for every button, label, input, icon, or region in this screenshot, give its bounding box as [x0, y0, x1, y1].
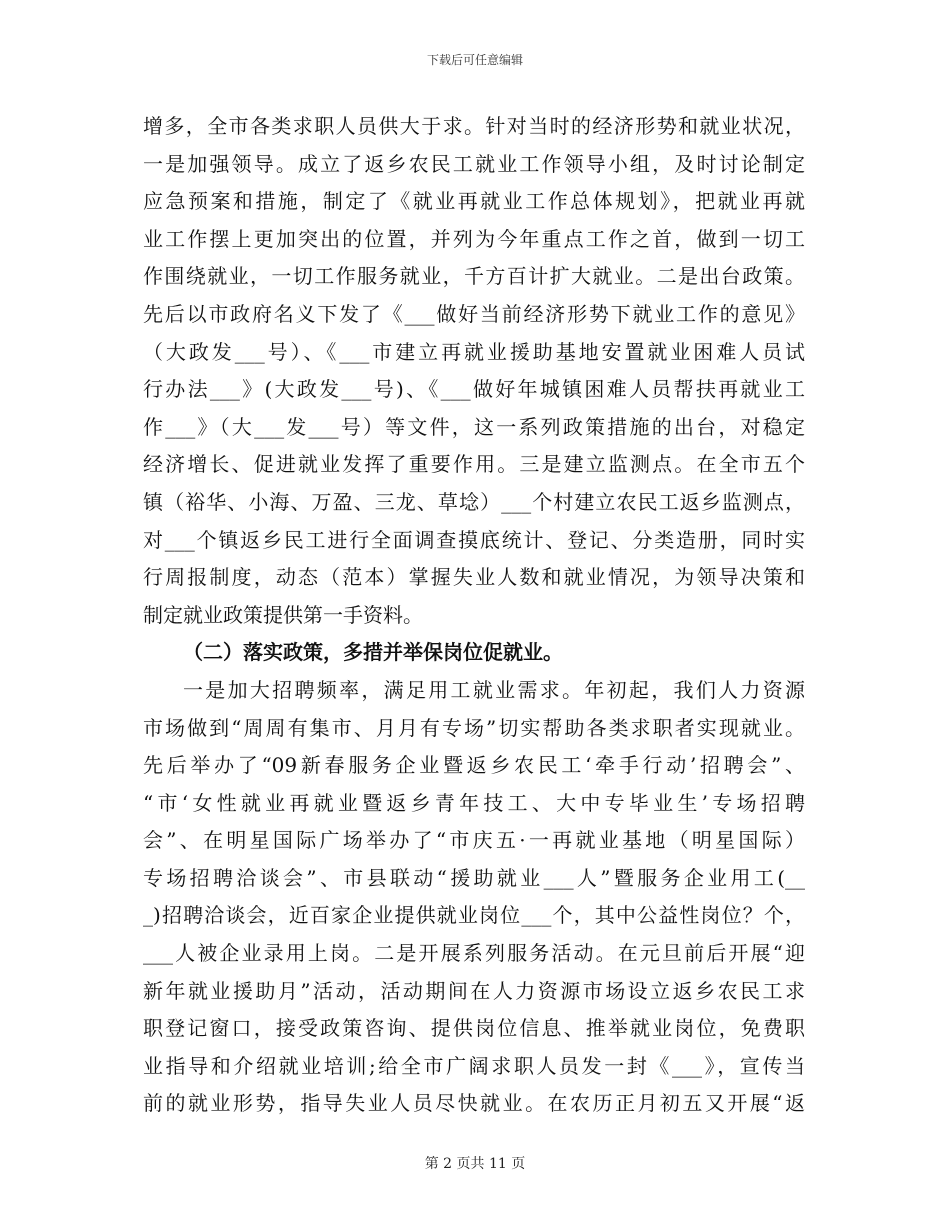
page-footer: 第 2 页共 11 页: [424, 1156, 526, 1172]
text-line: ___人被企业录用上岗。二是开展系列服务活动。在元旦前后开展“迎: [143, 941, 805, 966]
text-line: 前的就业形势，指导失业人员尽快就业。在农历正月初五又开展“返: [143, 1091, 805, 1116]
text-line: 业指导和介绍就业培训;给全市广阔求职人员发一封《___》，宣传当: [143, 1053, 805, 1078]
text-line: 职登记窗口，接受政策咨询、提供岗位信息、推举就业岗位，免费职: [143, 1016, 805, 1041]
text-line: 会”、在明星国际广场举办了“市庆五·一再就业基地（明星国际）: [143, 828, 805, 853]
text-line: 经济增长、促进就业发挥了重要作用。三是建立监测点。在全市五个: [143, 452, 805, 477]
text-line: 制定就业政策提供第一手资料。: [143, 602, 423, 627]
text-line: 镇（裕华、小海、万盈、三龙、草埝）___个村建立农民工返乡监测点，: [143, 489, 805, 514]
text-line: 市场做到“周周有集市、月月有专场”切实帮助各类求职者实现就业。: [143, 715, 805, 740]
section-heading: （二）落实政策，多措并举保岗位促就业。: [183, 640, 563, 665]
text-line: 增多，全市各类求职人员供大于求。针对当时的经济形势和就业状况，: [143, 114, 805, 138]
text-line: 行办法___》(大政发___号)、《___做好年城镇困难人员帮扶再就业工: [143, 377, 805, 402]
text-line: 专场招聘洽谈会”、市县联动“援助就业___人”暨服务企业用工(__: [143, 865, 805, 890]
text-line: 先后举办了“09新春服务企业暨返乡农民工‘牵手行动’招聘会”、: [143, 753, 805, 778]
text-line: 一是加大招聘频率，满足用工就业需求。年初起，我们人力资源: [183, 677, 805, 702]
text-line: 一是加强领导。成立了返乡农民工就业工作领导小组，及时讨论制定: [143, 151, 805, 176]
text-line: 作围绕就业，一切工作服务就业，千方百计扩大就业。二是出台政策。: [143, 264, 805, 289]
text-line: 先后以市政府名义下发了《___做好当前经济形势下就业工作的意见》: [143, 301, 805, 326]
text-line: 新年就业援助月”活动，活动期间在人力资源市场设立返乡农民工求: [143, 978, 805, 1003]
text-line: “市‘女性就业再就业暨返乡青年技工、大中专毕业生’专场招聘: [143, 790, 805, 815]
text-line: _)招聘洽谈会，近百家企业提供就业岗位___个，其中公益性岗位？个，: [143, 903, 805, 928]
text-line: 对___个镇返乡民工进行全面调查摸底统计、登记、分类造册，同时实: [143, 527, 805, 552]
text-line: 业工作摆上更加突出的位置，并列为今年重点工作之首，做到一切工: [143, 226, 805, 251]
text-line: 作___》（大___发___号）等文件，这一系列政策措施的出台，对稳定: [143, 414, 805, 439]
page-header: 下载后可任意编辑: [426, 53, 523, 67]
text-line: 行周报制度，动态（范本）掌握失业人数和就业情况，为领导决策和: [143, 565, 805, 590]
text-line: 应急预案和措施，制定了《就业再就业工作总体规划》，把就业再就: [143, 189, 805, 214]
document-body: [143, 108, 805, 1123]
text-line: （大政发___号）、《___市建立再就业援助基地安置就业困难人员试: [143, 339, 805, 364]
